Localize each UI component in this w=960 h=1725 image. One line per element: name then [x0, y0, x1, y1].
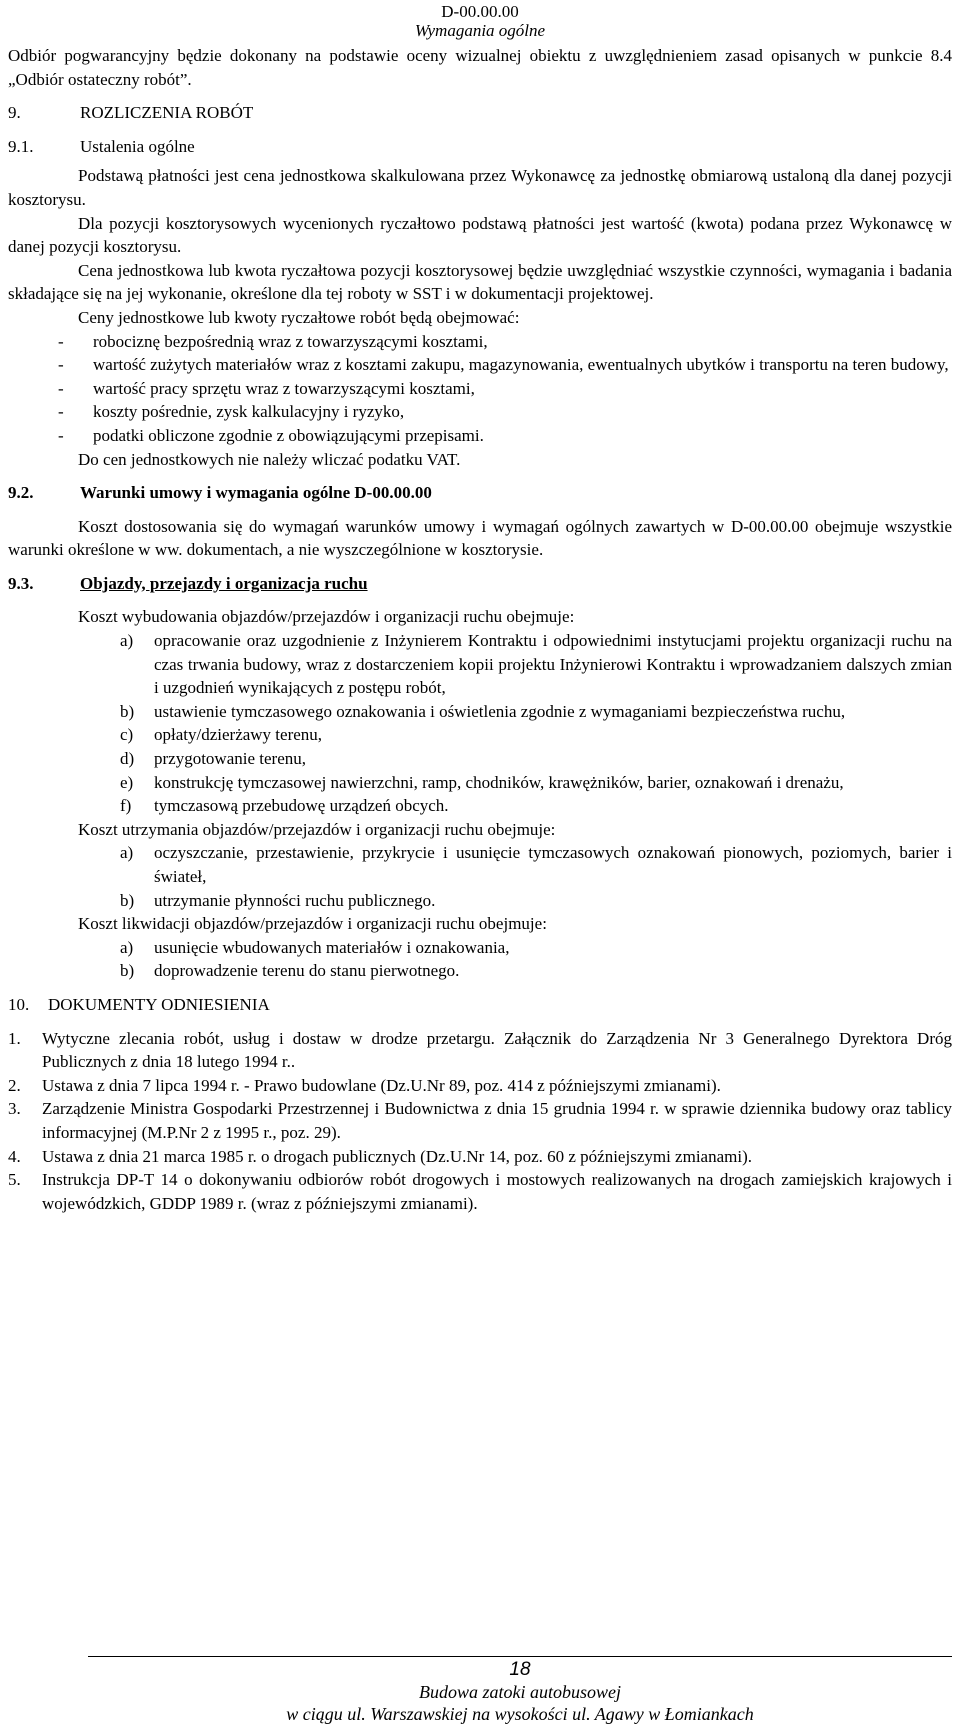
document-body: [8, 44, 952, 1215]
paragraph: Cena jednostkowa lub kwota ryczałtowa pozycji kosztorysowej będzie uwzględniać wszystkie czynności, wymagania i badania składające się na jej wykonanie, określone dla tej roboty w SST i w dokumentacji projektowej.: [8, 260, 952, 304]
list-item: - wartość pracy sprzętu wraz z towarzyszącymi kosztami,: [58, 378, 475, 398]
page-footer: [88, 1656, 952, 1725]
list-item: 5. Instrukcja DP-T 14 o dokonywaniu odbiorów robót drogowych i mostowych realizowanych na drogach zamiejskich krajowych i wojewódzkich, GDDP 1989 r. (wraz z późniejszymi zmianami).: [8, 1170, 952, 1213]
paragraph: Koszt likwidacji objazdów/przejazdów i organizacji ruchu obejmuje:: [78, 914, 547, 934]
section-title: Ustalenia ogólne: [80, 136, 195, 156]
list-item: f) tymczasową przebudowę urządzeń obcych.: [120, 796, 449, 816]
list-item: 3. Zarządzenie Ministra Gospodarki Przestrzennej i Budownictwa z dnia 15 grudnia 1994 r. w sprawie dziennika budowy oraz tablicy informacyjnej (M.P.Nr 2 z 1995 r., poz. 29).: [8, 1099, 952, 1142]
list-item: 4. Ustawa z dnia 21 marca 1985 r. o drogach publicznych (Dz.U.Nr 14, poz. 60 z późniejszymi zmianami).: [8, 1146, 752, 1166]
page-number: 18: [509, 1659, 531, 1680]
list-item: d) przygotowanie terenu,: [120, 749, 306, 769]
footer-line-2: w ciągu ul. Warszawskiej na wysokości ul. Agawy w Łomiankach: [286, 1704, 754, 1724]
section-number: 9.1.: [8, 136, 34, 156]
paragraph: Koszt dostosowania się do wymagań warunków umowy i wymagań ogólnych zawartych w D-00.00.00 obejmuje wszystkie warunki określone w ww. dokumentach, a nie wyszczególnione w kosztorysie.: [8, 516, 952, 560]
section-9-1-heading: [8, 135, 952, 159]
footer-line-1: Budowa zatoki autobusowej: [419, 1682, 621, 1702]
list-item: - podatki obliczone zgodnie z obowiązującymi przepisami.: [58, 425, 484, 445]
section-number: 9.2.: [8, 483, 34, 503]
paragraph: Dla pozycji kosztorysowych wycenionych ryczałtowo podstawą płatności jest wartość (kwota) podana przez Wykonawcę w danej pozycji kosztorysu.: [8, 213, 952, 257]
list-item: 2. Ustawa z dnia 7 lipca 1994 r. - Prawo budowlane (Dz.U.Nr 89, poz. 414 z późniejszymi zmianami).: [8, 1075, 721, 1095]
list-item: b) doprowadzenie terenu do stanu pierwotnego.: [120, 961, 460, 981]
list-item: a) oczyszczanie, przestawienie, przykrycie i usunięcie tymczasowych oznakowań pionowych, poziomych, barier i świateł,: [120, 843, 952, 886]
section-number: 9.3.: [8, 573, 34, 593]
section-10-heading: [8, 993, 952, 1017]
section-title: Objazdy, przejazdy i organizacja ruchu: [80, 573, 368, 593]
section-title: ROZLICZENIA ROBÓT: [80, 103, 254, 123]
intro-paragraph: Odbiór pogwarancyjny będzie dokonany na podstawie oceny wizualnej obiektu z uwzględnieniem zasad opisanych w punkcie 8.4 „Odbiór ostateczny robót”.: [8, 46, 952, 89]
paragraph: Podstawą płatności jest cena jednostkowa skalkulowana przez Wykonawcę za jednostkę obmiarową ustaloną dla danej pozycji kosztorysu.: [8, 166, 952, 209]
section-title: DOKUMENTY ODNIESIENIA: [48, 994, 270, 1014]
list-item: 1. Wytyczne zlecania robót, usług i dostaw w drodze przetargu. Załącznik do Zarządzenia Nr 3 Generalnego Dyrektora Dróg Publicznych z dnia 18 lutego 1994 r..: [8, 1028, 952, 1072]
list-item: - koszty pośrednie, zysk kalkulacyjny i ryzyko,: [58, 402, 405, 422]
paragraph: Ceny jednostkowe lub kwoty ryczałtowe robót będą obejmować:: [78, 307, 520, 327]
list-item: e) konstrukcję tymczasowej nawierzchni, ramp, chodników, krawężników, barier, oznakowań i drenażu,: [120, 772, 844, 792]
section-9-3-heading: [8, 572, 952, 596]
section-9-heading: [8, 101, 952, 125]
list-item: a) usunięcie wbudowanych materiałów i oznakowania,: [120, 937, 510, 957]
section-number: 10.: [8, 994, 30, 1014]
list-item: - robociznę bezpośrednią wraz z towarzyszącymi kosztami,: [58, 331, 488, 351]
section-title: Warunki umowy i wymagania ogólne D-00.00.00: [80, 483, 432, 503]
paragraph: Do cen jednostkowych nie należy wliczać podatku VAT.: [78, 449, 461, 469]
list-item: b) utrzymanie płynności ruchu publicznego.: [120, 890, 436, 910]
list-item: - wartość zużytych materiałów wraz z kosztami zakupu, magazynowania, ewentualnych ubytków i transportu na teren budowy,: [58, 355, 949, 375]
paragraph: Koszt wybudowania objazdów/przejazdów i organizacji ruchu obejmuje:: [78, 607, 575, 627]
list-item: b) ustawienie tymczasowego oznakowania i oświetlenia zgodnie z wymaganiami bezpieczeństwa ruchu,: [120, 701, 846, 721]
section-number: 9.: [8, 103, 21, 123]
section-9-2-heading: [8, 481, 952, 505]
spec-code: D-00.00.00: [441, 2, 519, 21]
list-item: a) opracowanie oraz uzgodnienie z Inżynierem Kontraktu i odpowiednimi instytucjami projektu organizacji ruchu na czas trwania budowy, wraz z dostarczeniem kopii projektu Inżynierowi Kontraktu i wprowadzaniem dalszych zmian i uzgodnień wynikających z postępu robót,: [120, 631, 952, 698]
page-header: [0, 2, 960, 40]
list-item: c) opłaty/dzierżawy terenu,: [120, 725, 323, 745]
spec-subtitle: Wymagania ogólne: [414, 21, 546, 40]
paragraph: Koszt utrzymania objazdów/przejazdów i organizacji ruchu obejmuje:: [78, 819, 556, 839]
